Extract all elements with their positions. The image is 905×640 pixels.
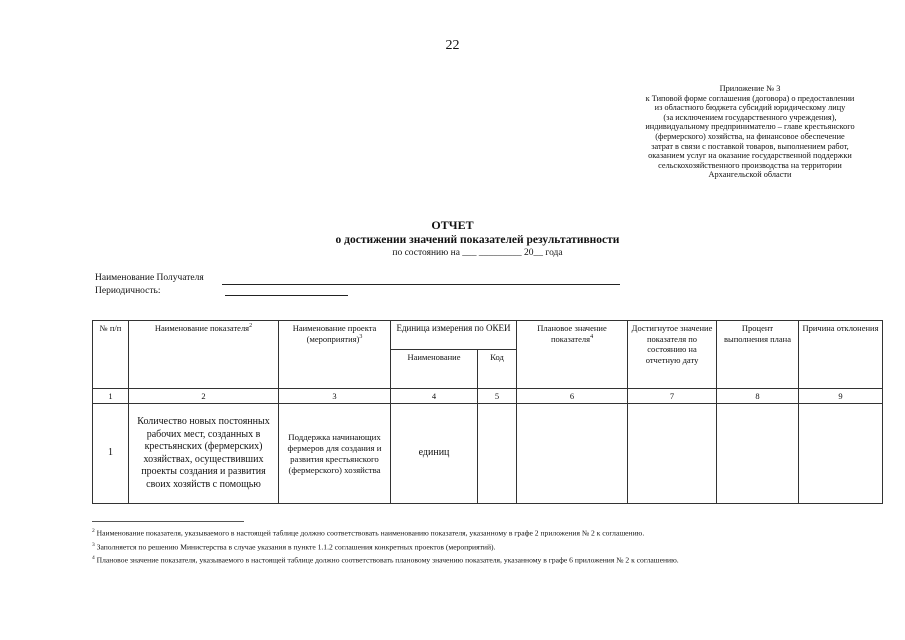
appendix-line: (за исключением государственного учреждения), — [663, 112, 837, 122]
header-project-text: Наименование проекта (мероприятия) — [292, 323, 377, 344]
footnote-text: Заполняется по решению Министерства в случае указания в пункте 1.1.2 соглашения конкретных проектов (мероприятий). — [96, 542, 496, 552]
appendix-line: затрат в связи с поставкой товаров, выполнением работ, — [651, 141, 849, 151]
row-project: Поддержка начинающих фермеров для создания и развития крестьянского (фермерского) хозяйства — [279, 404, 391, 504]
row-percent[interactable] — [717, 404, 799, 504]
row-unit-name: единиц — [391, 404, 478, 504]
header-reason: Причина отклонения — [799, 321, 883, 389]
footnote — [92, 542, 495, 552]
table-header-row — [93, 321, 883, 350]
header-achieved: Достигнутое значение показателя по состоянию на отчетную дату — [628, 321, 717, 389]
report-as-of-date: по состоянию на ___ _________ 20__ года — [392, 248, 563, 258]
footnote-mark: 3 — [92, 542, 95, 548]
row-reason[interactable] — [799, 404, 883, 504]
column-number: 5 — [478, 389, 517, 404]
page-number: 22 — [445, 38, 460, 53]
footnote-ref: 2 — [249, 323, 253, 330]
row-unit-code[interactable] — [478, 404, 517, 504]
appendix-note — [600, 84, 900, 180]
recipient-field[interactable] — [222, 284, 620, 285]
footnote-ref: 4 — [590, 333, 594, 340]
row-achieved[interactable] — [628, 404, 717, 504]
appendix-line: сельскохозяйственного производства на территории — [658, 160, 842, 170]
header-unit-name: Наименование — [391, 350, 478, 389]
appendix-line: индивидуальному предпринимателю – главе крестьянского — [645, 122, 855, 132]
report-subtitle: о достижении значений показателей результативности — [335, 234, 620, 246]
appendix-line: Приложение № 3 — [719, 84, 781, 93]
column-number: 2 — [129, 389, 279, 404]
table-row — [93, 404, 883, 504]
appendix-line: оказанием услуг на оказание государственной поддержки — [648, 151, 852, 161]
footnote — [92, 528, 644, 538]
header-num: № п/п — [93, 321, 129, 389]
footnote-separator — [92, 521, 244, 522]
header-project — [279, 321, 391, 389]
appendix-line: (фермерского) хозяйства, на финансовое обеспечение — [655, 131, 845, 141]
header-indicator-text: Наименование показателя — [154, 323, 250, 333]
recipient-label: Наименование Получателя — [95, 273, 204, 283]
column-number: 3 — [279, 389, 391, 404]
row-num: 1 — [93, 404, 129, 504]
footnote-mark: 4 — [92, 555, 95, 561]
periodicity-label: Периодичность: — [95, 286, 161, 296]
footnote — [92, 555, 679, 565]
header-unit: Единица измерения по ОКЕИ — [391, 321, 517, 350]
header-percent: Процент выполнения плана — [717, 321, 799, 389]
row-indicator: Количество новых постоянных рабочих мест, созданных в крестьянских (фермерских) хозяйствах, осуществивших проекты создания и развития своих хозяйств с помощью — [129, 404, 279, 504]
header-planned — [517, 321, 628, 389]
appendix-line: Архангельской области — [708, 170, 792, 180]
column-number: 4 — [391, 389, 478, 404]
row-planned[interactable] — [517, 404, 628, 504]
column-number: 8 — [717, 389, 799, 404]
appendix-line: к Типовой форме соглашения (договора) о предоставлении — [645, 93, 855, 103]
header-unit-code: Код — [478, 350, 517, 389]
header-indicator — [129, 321, 279, 389]
footnote-ref: 3 — [359, 333, 363, 340]
header-planned-text: Плановое значение показателя — [537, 323, 607, 344]
column-number: 1 — [93, 389, 129, 404]
report-title: ОТЧЕТ — [431, 218, 474, 232]
footnote-mark: 2 — [92, 528, 95, 534]
column-number: 9 — [799, 389, 883, 404]
column-number: 6 — [517, 389, 628, 404]
report-table — [92, 320, 883, 504]
footnote-text: Плановое значение показателя, указываемого в настоящей таблице должно соответствовать плановому значению показателя, указанному в графе 6 приложения № 2 к соглашению. — [96, 555, 679, 565]
column-number-row — [93, 389, 883, 404]
column-number: 7 — [628, 389, 717, 404]
appendix-line: из областного бюджета субсидий юридическому лицу — [654, 103, 846, 113]
footnote-text: Наименование показателя, указываемого в настоящей таблице должно соответствовать наименованию показателя, указанному в графе 2 приложения № 2 к соглашению. — [96, 528, 645, 538]
periodicity-field[interactable] — [225, 295, 348, 296]
